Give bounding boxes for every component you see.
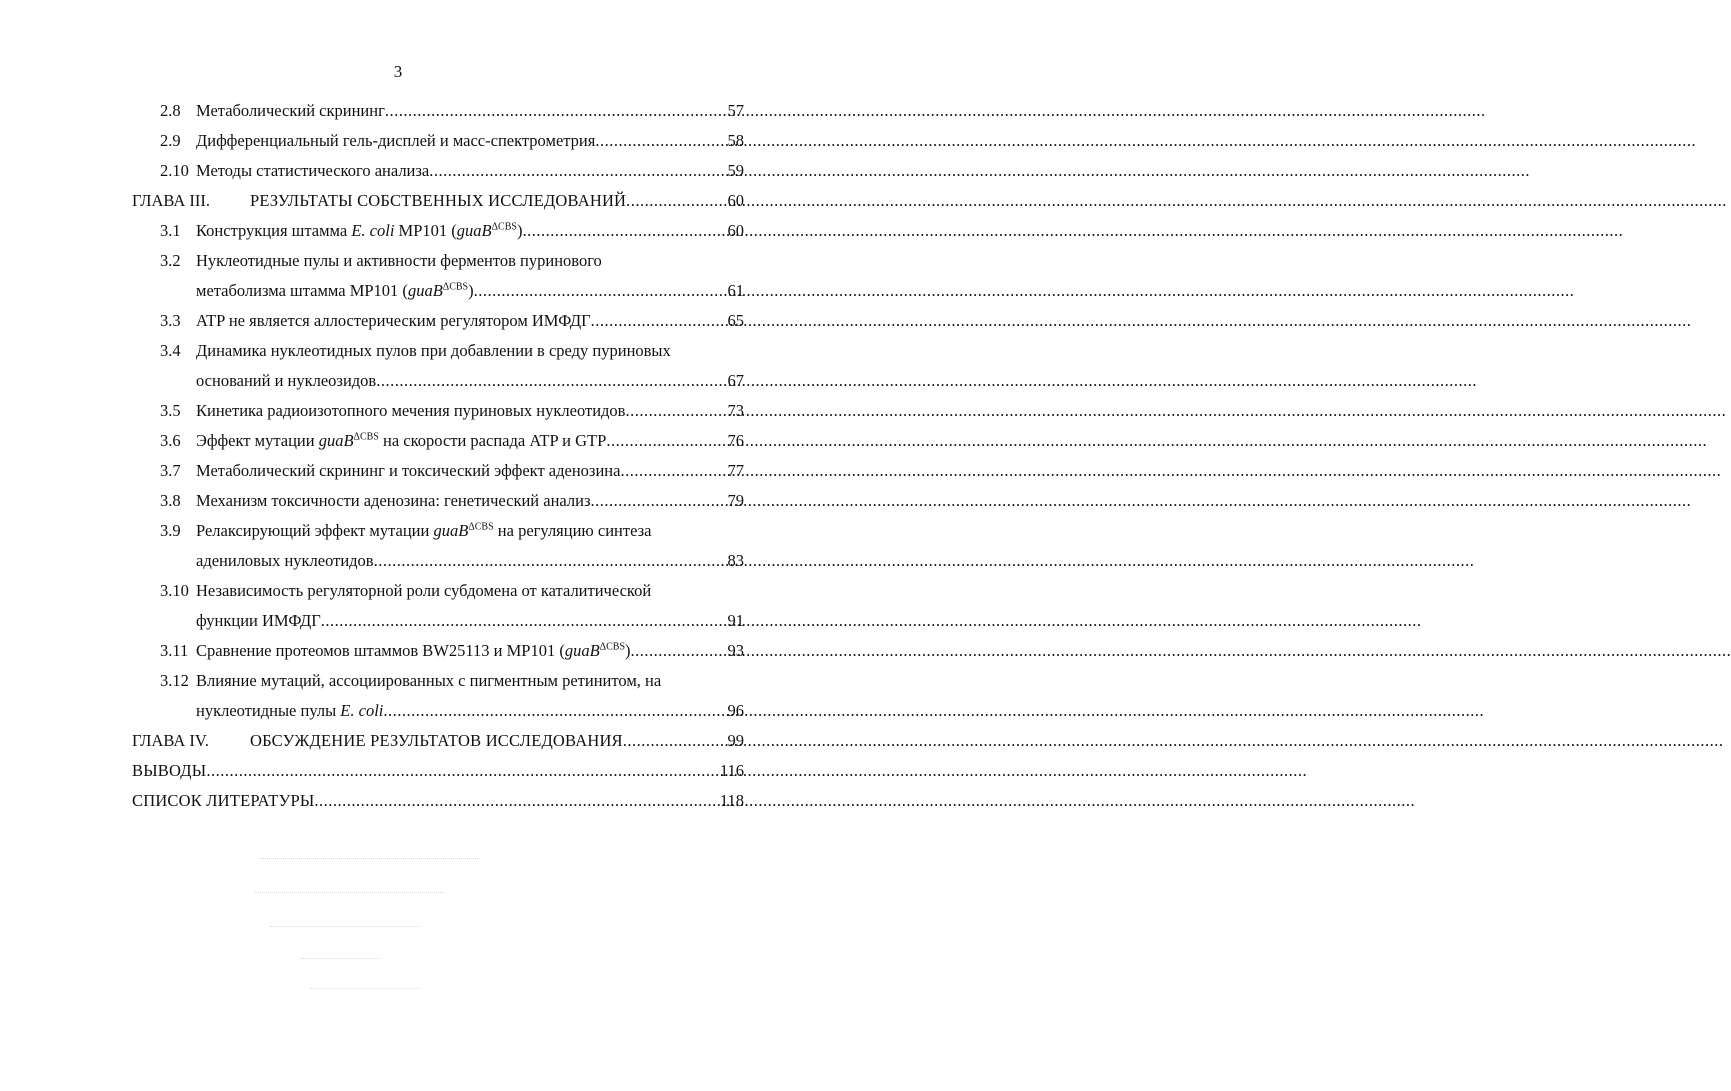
toc-entry bbox=[132, 426, 744, 456]
dot-leader bbox=[595, 126, 727, 156]
gene-superscript: ΔCBS bbox=[468, 521, 494, 533]
dot-leader bbox=[620, 456, 727, 486]
gene-superscript: ΔCBS bbox=[353, 431, 379, 443]
toc-entry bbox=[132, 96, 744, 126]
page-ref: 65 bbox=[727, 311, 744, 330]
section-number: 3.9 bbox=[160, 521, 181, 540]
section-title: Метаболический скрининг bbox=[196, 101, 385, 120]
toc-entry bbox=[132, 666, 744, 696]
page-ref: 91 bbox=[727, 611, 744, 630]
chapter-title: ОБСУЖДЕНИЕ РЕЗУЛЬТАТОВ ИССЛЕДОВАНИЯ bbox=[250, 731, 623, 750]
scan-noise bbox=[255, 892, 445, 903]
section-number: 3.12 bbox=[160, 671, 189, 690]
page-ref: 57 bbox=[727, 101, 744, 120]
section-title: Динамика нуклеотидных пулов при добавлении в среду пуриновых bbox=[196, 341, 671, 360]
dot-leader bbox=[376, 366, 727, 396]
toc-entry bbox=[132, 576, 744, 606]
page-number: 3 bbox=[393, 62, 403, 81]
title-text: нуклеотидные пулы bbox=[196, 701, 341, 720]
title-text: ) bbox=[516, 221, 523, 240]
title-text: Эффект мутации bbox=[196, 431, 319, 450]
title-text: Релаксирующий эффект мутации bbox=[196, 521, 434, 540]
toc-chapter bbox=[132, 726, 744, 756]
page-ref: 59 bbox=[727, 161, 744, 180]
chapter-title: СПИСОК ЛИТЕРАТУРЫ bbox=[132, 791, 315, 810]
page-ref: 96 bbox=[727, 701, 744, 720]
page-ref: 93 bbox=[727, 641, 744, 660]
toc-entry bbox=[132, 516, 744, 546]
title-text: ) bbox=[625, 641, 631, 660]
dot-leader bbox=[474, 276, 728, 306]
toc-entry-continuation bbox=[132, 606, 744, 636]
dot-leader bbox=[206, 756, 720, 786]
title-text: Сравнение протеомов штаммов BW25113 и MP101 ( bbox=[196, 641, 565, 660]
section-title-continued: оснований и нуклеозидов bbox=[196, 371, 377, 390]
chapter-title: РЕЗУЛЬТАТЫ СОБСТВЕННЫХ ИССЛЕДОВАНИЙ bbox=[250, 191, 627, 210]
dot-leader bbox=[606, 426, 727, 456]
toc-entry bbox=[132, 156, 744, 186]
toc-entry bbox=[132, 216, 744, 246]
section-title: Метаболический скрининг и токсический эффект аденозина bbox=[196, 461, 621, 480]
section-number: 3.4 bbox=[160, 341, 181, 360]
scan-noise bbox=[260, 858, 480, 869]
toc-chapter bbox=[132, 756, 744, 786]
section-title-continued bbox=[196, 276, 474, 306]
gene-name: guaB bbox=[407, 281, 443, 300]
section-number: 3.6 bbox=[160, 431, 181, 450]
section-number: 2.9 bbox=[160, 131, 181, 150]
title-text: ) bbox=[468, 281, 474, 300]
section-title bbox=[196, 426, 606, 456]
page-ref: 58 bbox=[727, 131, 744, 150]
page-ref: 79 bbox=[727, 491, 744, 510]
scan-noise bbox=[270, 926, 420, 937]
page-ref: 60 bbox=[727, 191, 744, 210]
dot-leader bbox=[522, 216, 727, 246]
scan-noise bbox=[300, 958, 380, 969]
page-ref: 61 bbox=[727, 281, 744, 300]
section-title-continued: функции ИМФДГ bbox=[196, 611, 321, 630]
scan-noise bbox=[310, 988, 420, 999]
dot-leader bbox=[631, 636, 728, 666]
section-title: Нуклеотидные пулы и активности ферментов пуринового bbox=[196, 251, 602, 270]
toc-entry bbox=[132, 396, 744, 426]
toc-entry-continuation bbox=[132, 276, 744, 306]
section-number: 2.8 bbox=[160, 101, 181, 120]
gene-name: guaB bbox=[318, 431, 354, 450]
dot-leader bbox=[625, 396, 727, 426]
toc-chapter bbox=[132, 786, 744, 816]
page-ref: 83 bbox=[727, 551, 744, 570]
dot-leader bbox=[623, 726, 728, 756]
section-number: 3.5 bbox=[160, 401, 181, 420]
section-title: Методы статистического анализа bbox=[196, 161, 430, 180]
section-title: Влияние мутаций, ассоциированных с пигментным ретинитом, на bbox=[196, 671, 662, 690]
section-title: Дифференциальный гель-дисплей и масс-спектрометрия bbox=[196, 131, 596, 150]
title-text: на скорости распада ATP и GTP bbox=[378, 431, 607, 450]
section-number: 3.1 bbox=[160, 221, 181, 240]
section-number: 3.7 bbox=[160, 461, 181, 480]
species-name: E. coli bbox=[340, 701, 384, 720]
page-ref: 116 bbox=[719, 761, 744, 780]
toc-entry bbox=[132, 336, 744, 366]
dot-leader bbox=[321, 606, 728, 636]
dot-leader bbox=[590, 486, 727, 516]
dot-leader bbox=[429, 156, 727, 186]
section-title: ATP не является аллостерическим регулятором ИМФДГ bbox=[196, 311, 591, 330]
section-title-continued bbox=[196, 696, 383, 726]
dot-leader bbox=[383, 696, 727, 726]
chapter-title: ВЫВОДЫ bbox=[132, 761, 207, 780]
page-ref: 99 bbox=[727, 731, 744, 750]
gene-name: guaB bbox=[456, 221, 492, 240]
section-title: Кинетика радиоизотопного мечения пуриновых нуклеотидов bbox=[196, 401, 626, 420]
gene-name: guaB bbox=[564, 641, 600, 660]
dot-leader bbox=[385, 96, 728, 126]
toc-entry bbox=[132, 246, 744, 276]
section-title bbox=[196, 216, 522, 246]
section-number: 2.10 bbox=[160, 161, 189, 180]
page-ref: 76 bbox=[727, 431, 744, 450]
section-title bbox=[196, 636, 631, 666]
gene-name: guaB bbox=[433, 521, 469, 540]
toc-chapter bbox=[132, 186, 744, 216]
toc-entry-continuation bbox=[132, 696, 744, 726]
title-text: метаболизма штамма MP101 ( bbox=[196, 281, 408, 300]
chapter-number: ГЛАВА IV. bbox=[132, 731, 209, 750]
toc-entry bbox=[132, 636, 744, 666]
toc-entry bbox=[132, 306, 744, 336]
toc-entry bbox=[132, 126, 744, 156]
section-title: Независимость регуляторной роли субдомена от каталитической bbox=[196, 581, 652, 600]
section-title bbox=[196, 516, 651, 546]
dot-leader bbox=[591, 306, 728, 336]
toc-entry bbox=[132, 486, 744, 516]
toc-entry-continuation bbox=[132, 366, 744, 396]
dot-leader bbox=[626, 186, 727, 216]
dot-leader bbox=[314, 786, 719, 816]
page-ref: 60 bbox=[727, 221, 744, 240]
title-text: Конструкция штамма bbox=[196, 221, 352, 240]
section-number: 3.3 bbox=[160, 311, 181, 330]
section-title: Механизм токсичности аденозина: генетический анализ bbox=[196, 491, 591, 510]
species-name: E. coli bbox=[351, 221, 395, 240]
toc-entry bbox=[132, 456, 744, 486]
page-ref: 118 bbox=[719, 791, 744, 810]
section-title-continued: адениловых нуклеотидов bbox=[196, 551, 374, 570]
gene-superscript: ΔCBS bbox=[599, 641, 626, 653]
title-text: на регуляцию синтеза bbox=[493, 521, 652, 540]
section-number: 3.2 bbox=[160, 251, 181, 270]
chapter-number: ГЛАВА III. bbox=[132, 191, 211, 210]
page-ref: 77 bbox=[727, 461, 744, 480]
table-of-contents bbox=[132, 96, 744, 816]
page-ref: 73 bbox=[727, 401, 744, 420]
gene-superscript: ΔCBS bbox=[491, 221, 517, 233]
section-number: 3.10 bbox=[160, 581, 189, 600]
toc-entry-continuation bbox=[132, 546, 744, 576]
gene-superscript: ΔCBS bbox=[442, 281, 469, 293]
section-number: 3.8 bbox=[160, 491, 181, 510]
dot-leader bbox=[374, 546, 728, 576]
page-ref: 67 bbox=[727, 371, 744, 390]
title-text: MP101 ( bbox=[394, 221, 457, 240]
section-number: 3.11 bbox=[160, 641, 189, 660]
